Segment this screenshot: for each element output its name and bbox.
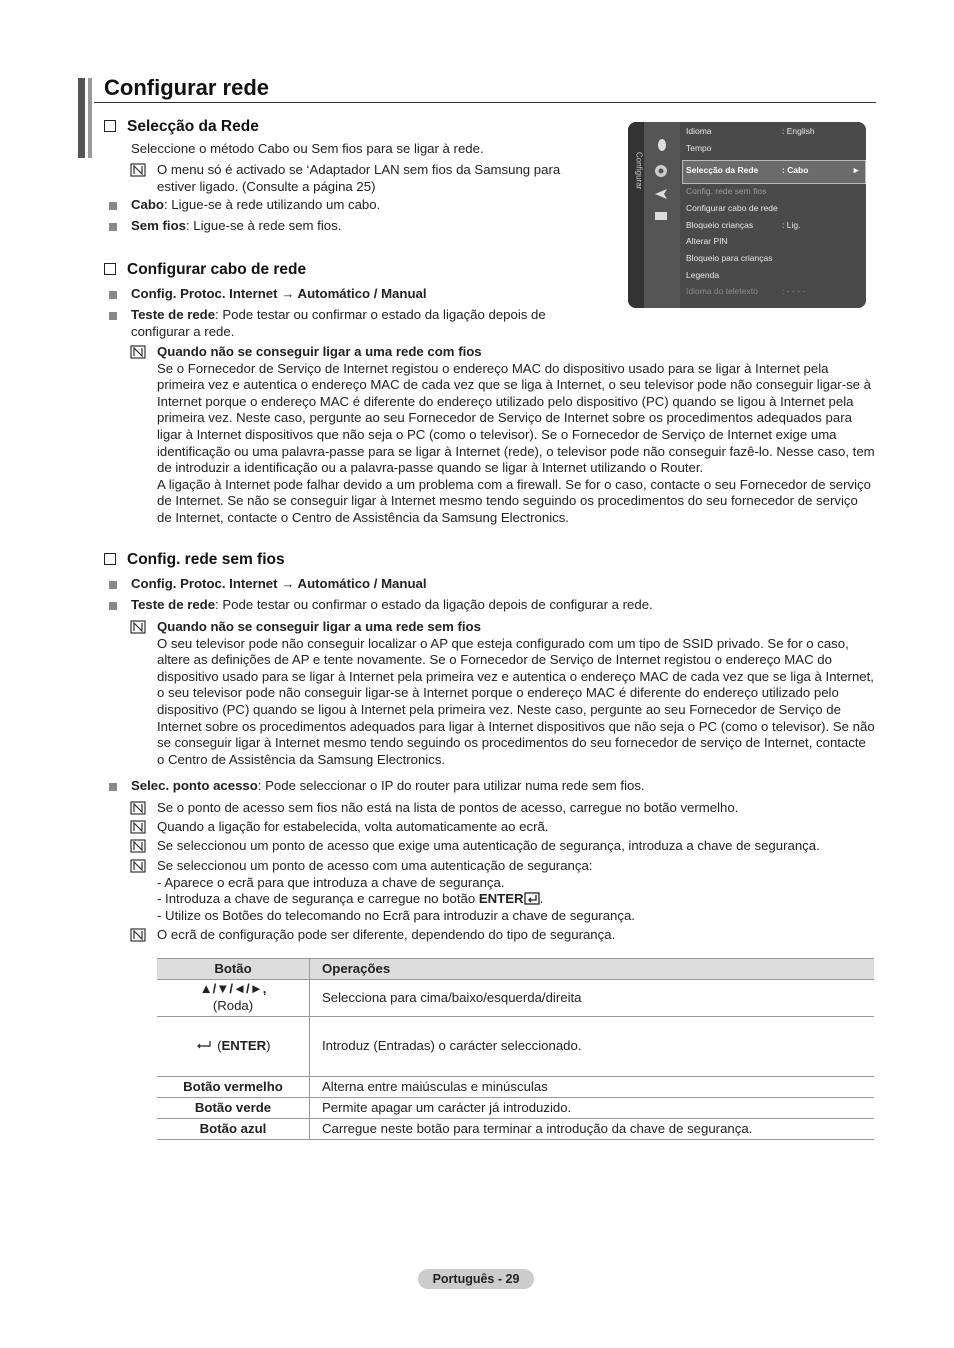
page-title: Configurar rede — [104, 75, 270, 100]
note-paragraph: O seu televisor pode não conseguir localizar o AP que esteja configurado com um tipo de SSID privado. Se for o caso, altere as definições de AP e tente novamente. Se o Fornecedor de Serviço de Internet registou o endereço MAC do dispositivo usado para se ligar à Internet pela primeira vez e autentica o endereço MAC de cada vez que se liga à Internet, o seu televisor pode não conseguir ligar-se à Internet porque o endereço MAC é diferente do endereço utilizado pelo dispositivo (PC) quando se ligou à Internet pela primeira vez. Neste caso, pergunte ao seu Fornecedor de Serviço de Internet sobre os procedimentos adequados para ligar à Internet dispositivos que não seja o PC (como o televisor). Se não se conseguir ligar à Internet mesmo tendo seguindo os procedimentos do seu fornecedor de serviço de Internet, contacte o Centro de Assistência da Samsung Electronics. — [157, 635, 875, 767]
table-cell-key: Botão verde — [157, 1098, 310, 1119]
note-text: Se seleccionou um ponto de acesso com uma autenticação de segurança: — [157, 858, 593, 873]
bullet-text: : Ligue-se à rede utilizando um cabo. — [163, 197, 381, 212]
bullet-text: : Pode testar ou confirmar o estado da ligação depois de configurar a rede. — [215, 597, 653, 612]
heading-text: Configurar cabo de rede — [127, 261, 307, 278]
bullet-square-icon — [109, 202, 117, 210]
osd-row-seleccao-rede[interactable] — [686, 165, 861, 176]
table-row — [157, 1077, 874, 1098]
table-cell-value: Introduz (Entradas) o carácter seleccionado. — [310, 1017, 875, 1077]
s3-dash-3: - Utilize os Botões do telecomando no Ecrã para introduzir a chave de segurança. — [157, 908, 635, 923]
bullet-square-icon — [109, 291, 117, 299]
note-icon — [130, 928, 146, 942]
osd-row-value: : Cabo — [782, 165, 809, 175]
note-icon — [130, 839, 146, 853]
key-text: ( — [213, 1038, 222, 1054]
bullet-text: : Pode testar ou confirmar o estado da ligação depois de configurar a rede. — [131, 307, 546, 339]
osd-row-label: Selecção da Rede — [686, 165, 759, 175]
table-cell-key: Botão azul — [157, 1119, 310, 1140]
tv-osd-menu — [628, 122, 866, 308]
checkbox-square-icon — [104, 120, 116, 132]
table-row — [157, 1098, 874, 1119]
checkbox-square-icon — [104, 263, 116, 275]
osd-row-label: Bloqueio crianças — [686, 220, 754, 230]
note-text: Se seleccionou um ponto de acesso que exige uma autenticação de segurança, introduza a chave de segurança. — [157, 838, 820, 853]
note-text: Quando a ligação for estabelecida, volta automaticamente ao ecrã. — [157, 819, 549, 834]
note-text: O menu só é activado se ‘Adaptador LAN sem fios da Samsung para estiver ligado. (Consulte a página 25) — [157, 162, 561, 194]
s2-bullet-protoc — [131, 286, 427, 303]
note-title: Quando não se conseguir ligar a uma rede com fios — [157, 344, 482, 359]
osd-category-label: Configurar — [634, 152, 644, 190]
key-enter: ENTER — [221, 1038, 267, 1054]
picture-icon — [656, 138, 668, 152]
table-header-row — [157, 959, 874, 980]
application-icon — [654, 210, 668, 222]
s1-bullet-cabo — [131, 197, 380, 214]
osd-row-label: Alterar PIN — [686, 236, 728, 246]
key-text: ) — [266, 1038, 271, 1054]
osd-icon-column — [644, 122, 680, 308]
note-icon — [130, 801, 146, 815]
table-row — [157, 1119, 874, 1140]
bullet-text: Config. Protoc. Internet → Automático / Manual — [131, 576, 427, 591]
osd-row-label: Configurar cabo de rede — [686, 203, 778, 213]
osd-row-label: Bloqueio para crianças — [686, 253, 773, 263]
s1-note — [157, 162, 577, 195]
bullet-label: Selec. ponto acesso — [131, 778, 258, 793]
note-text: Se o ponto de acesso sem fios não está na lista de pontos de acesso, carregue no botão vermelho. — [157, 800, 739, 815]
table-cell-key — [157, 1017, 310, 1077]
bullet-square-icon — [109, 581, 117, 589]
title-rule — [94, 102, 876, 103]
s2-bullet-teste — [131, 307, 571, 340]
table-cell-value: Alterna entre maiúsculas e minúsculas — [310, 1077, 875, 1098]
bullet-text: Config. Protoc. Internet → Automático / Manual — [131, 286, 427, 301]
table-cell-key: Botão vermelho — [157, 1077, 310, 1098]
bullet-text: : Ligue-se à rede sem fios. — [185, 218, 342, 233]
osd-row-bloqueio[interactable] — [686, 220, 801, 231]
s3-note-1 — [157, 800, 738, 817]
bullet-square-icon — [109, 602, 117, 610]
s1-bullet-semfios — [131, 218, 341, 235]
enter-icon — [195, 1039, 213, 1051]
table-cell-value: Permite apagar um carácter já introduzido. — [310, 1098, 875, 1119]
table-cell-value: Selecciona para cima/baixo/esquerda/direita — [310, 980, 875, 1017]
section-heading-sem-fios — [104, 550, 285, 570]
s2-note — [157, 344, 875, 527]
operations-table — [157, 958, 874, 1140]
osd-row-label: Config. rede sem fios — [686, 186, 767, 196]
note-paragraph: Se o Fornecedor de Serviço de Internet registou o endereço MAC do dispositivo usado para se ligar à Internet pela primeira vez e autentica o endereço MAC de cada vez que se liga à Internet, o seu televisor pode não conseguir ligar-se à Internet porque o endereço MAC é diferente do endereço utilizado pelo dispositivo (PC) quando se ligou à Internet pela primeira vez. Neste caso, pergunte ao seu Fornecedor de Serviço de Internet sobre os procedimentos adequados para ligar à Internet dispositivos que não seja o PC (como o televisor). Se o Fornecedor de Serviço de Internet exige uma identificação ou uma palavra-passe para se ligar à Internet (rede), o televisor pode não conseguir fazê-lo. Nesse caso, tem de introduzir a identificação ou a palavra-passe quando se ligar à Internet utilizando o Router. — [157, 360, 875, 476]
table-header-key: Botão — [157, 959, 310, 980]
osd-row-config-sem-fios[interactable] — [686, 186, 766, 197]
note-icon — [130, 820, 146, 834]
heading-text: Config. rede sem fios — [127, 551, 285, 568]
arrow-right-icon: ► — [852, 165, 861, 175]
osd-row-label: Idioma do teletexto — [686, 286, 758, 296]
table-row — [157, 1017, 874, 1077]
page-number-badge: Português - 29 — [418, 1269, 534, 1289]
gear-icon — [652, 162, 670, 180]
note-icon — [130, 859, 146, 873]
s3-note-5 — [157, 927, 615, 944]
osd-row-alterar-pin[interactable] — [686, 236, 728, 247]
bullet-label: Cabo — [131, 197, 164, 212]
key-roda: (Roda) — [212, 998, 254, 1013]
bullet-label: Sem fios — [131, 218, 186, 233]
note-title: Quando não se conseguir ligar a uma rede sem fios — [157, 619, 481, 634]
bullet-label: Teste de rede — [131, 597, 216, 612]
s3-note-4 — [157, 858, 592, 875]
s3-bullet-teste — [131, 597, 653, 614]
note-paragraph: A ligação à Internet pode falhar devido a um problema com a firewall. Se for o caso, contacte o seu Fornecedor de serviço de Internet. Se não se conseguir ligar à Internet mesmo tendo seguindo os procedimentos do seu fornecedor de serviço de Internet, contacte o Centro de Assistência da Samsung Electronics. — [157, 476, 871, 525]
s3-dash-2 — [157, 891, 543, 908]
osd-row-value: : English — [782, 126, 815, 136]
osd-row-idioma-teletexto[interactable] — [686, 286, 806, 297]
bullet-square-icon — [109, 783, 117, 791]
s3-dash-1: - Aparece o ecrã para que introduza a chave de segurança. — [157, 875, 505, 890]
s3-bullet-protoc — [131, 576, 427, 593]
title-accent-bar — [78, 78, 85, 158]
input-icon — [654, 188, 668, 200]
osd-row-bloqueio-criancas[interactable] — [686, 253, 772, 264]
table-row — [157, 980, 874, 1017]
key-arrows: ▲/▼/◄/►, — [199, 981, 267, 997]
s3-bullet-selec — [131, 778, 645, 795]
enter-icon — [524, 892, 540, 905]
osd-row-label: Idioma — [686, 126, 712, 136]
dash-text: . — [539, 891, 544, 906]
osd-menu-list — [680, 122, 866, 308]
bullet-square-icon — [109, 223, 117, 231]
note-icon — [130, 620, 146, 634]
section-heading-cabo — [104, 260, 306, 280]
osd-row-idioma[interactable] — [686, 126, 815, 137]
osd-row-configurar-cabo[interactable] — [686, 203, 778, 214]
osd-row-value: : - - - - — [782, 286, 806, 296]
enter-label: ENTER — [478, 891, 524, 906]
heading-text: Selecção da Rede — [127, 118, 259, 135]
bullet-text: : Pode seleccionar o IP do router para utilizar numa rede sem fios. — [257, 778, 645, 793]
checkbox-square-icon — [104, 553, 116, 565]
s3-note-3 — [157, 838, 820, 855]
dash-text: - Introduza a chave de segurança e carregue no botão — [157, 891, 479, 906]
title-accent-bar-light — [88, 78, 92, 158]
s3-note-2 — [157, 819, 548, 836]
note-icon — [130, 345, 146, 359]
section-heading-seleccao — [104, 117, 259, 137]
table-header-value: Operações — [310, 959, 875, 980]
s3-note — [157, 619, 875, 768]
osd-row-value: : Lig. — [782, 220, 801, 230]
note-text: O ecrã de configuração pode ser diferente, dependendo do tipo de segurança. — [157, 927, 616, 942]
s1-intro: Seleccione o método Cabo ou Sem fios para se ligar à rede. — [131, 141, 484, 156]
bullet-label: Teste de rede — [131, 307, 216, 322]
osd-row-legenda[interactable] — [686, 270, 719, 281]
table-cell-key — [157, 980, 310, 1017]
osd-row-label: Tempo — [686, 143, 712, 153]
osd-row-label: Legenda — [686, 270, 720, 280]
note-icon — [130, 163, 146, 177]
bullet-square-icon — [109, 312, 117, 320]
osd-row-tempo[interactable] — [686, 143, 712, 154]
table-cell-value: Carregue neste botão para terminar a introdução da chave de segurança. — [310, 1119, 875, 1140]
